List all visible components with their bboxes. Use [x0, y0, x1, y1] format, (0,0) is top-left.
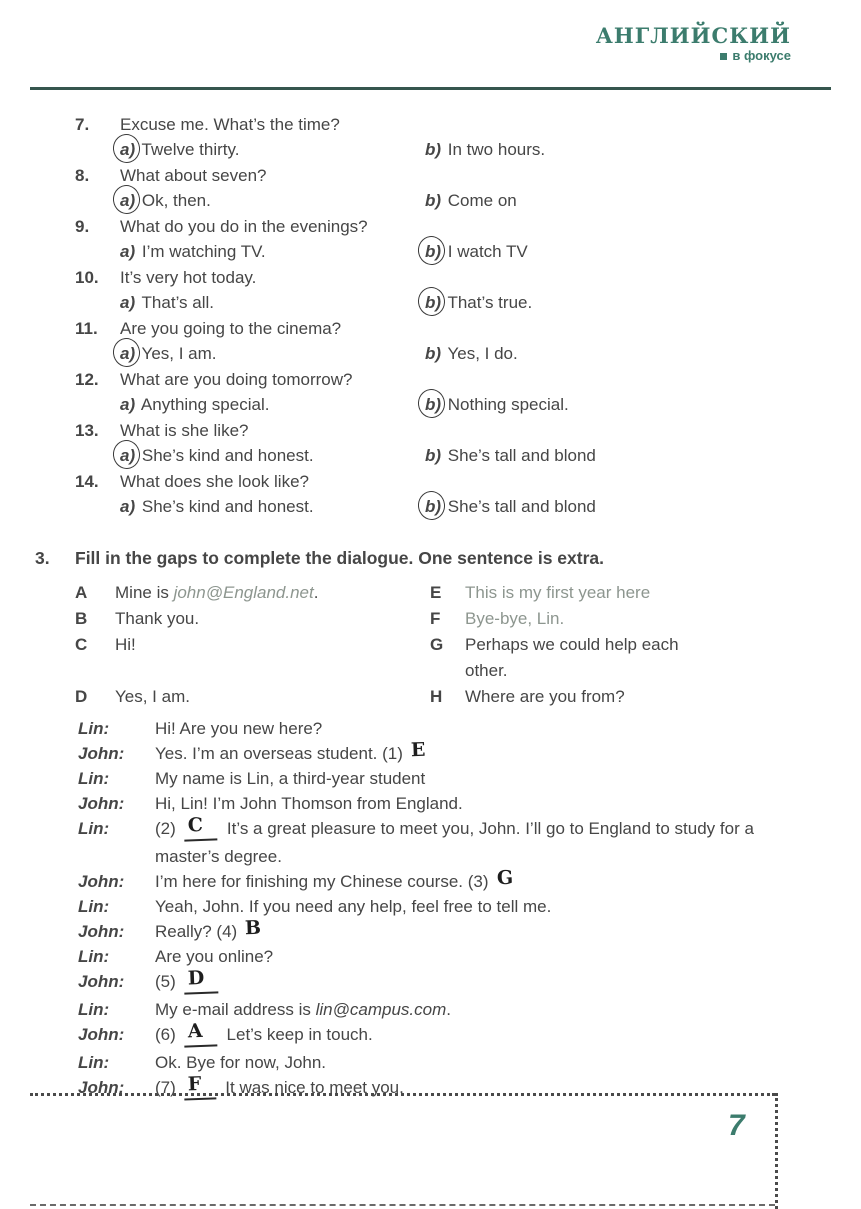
dialogue-text: Hi, Lin! I’m John Thomson from England.	[155, 794, 463, 813]
question-number: 10.	[75, 268, 99, 287]
page-footer	[30, 1093, 831, 1209]
question-row	[75, 367, 831, 418]
question-number: 12.	[75, 370, 99, 389]
answer-option-letter: A	[75, 583, 88, 602]
email-text: lin@campus.com	[315, 1000, 447, 1019]
question-text: What are you doing tomorrow?	[120, 370, 353, 389]
option-b-letter: b)	[425, 446, 442, 465]
dialogue-text: Ok. Bye for now, John.	[155, 1053, 327, 1072]
answer-option-text: This is my first year here	[465, 583, 651, 602]
handwritten-answer: D	[183, 965, 218, 994]
question-number: 13.	[75, 421, 99, 440]
option-a-letter: a)	[120, 188, 137, 214]
handwritten-answer: E	[410, 738, 426, 762]
option-b-letter: b)	[425, 239, 443, 265]
dialogue-section	[30, 716, 831, 1103]
spotlight-logo	[596, 24, 791, 64]
dialogue-text: Really? (4) B	[155, 916, 262, 941]
option-a-text: Anything special.	[140, 395, 270, 414]
answer-option-text: Perhaps we could help each other.	[465, 635, 679, 680]
question-row	[75, 112, 831, 163]
handwritten-answer: B	[244, 916, 262, 940]
logo-square-icon	[720, 53, 727, 60]
answer-option-letter: C	[75, 635, 88, 654]
option-b-text: I watch TV	[447, 242, 528, 261]
speaker-label: John:	[78, 794, 125, 813]
dialogue-text: Hi! Are you new here?	[155, 719, 323, 738]
dialogue-row	[78, 944, 831, 969]
option-a-letter: a)	[120, 137, 137, 163]
question-number: 9.	[75, 217, 90, 236]
footer-dotted-rule	[30, 1093, 775, 1096]
option-b-text: That’s true.	[447, 293, 533, 312]
answer-option-text: Yes, I am.	[115, 687, 190, 706]
page-number: 7	[728, 1109, 745, 1142]
question-number: 11.	[75, 319, 98, 338]
option-a	[120, 137, 425, 163]
dialogue-text: (6) A Let’s keep in touch.	[155, 1022, 795, 1050]
speaker-label: Lin:	[78, 819, 110, 838]
multiple-choice-section	[30, 112, 831, 520]
handwritten-answer: F	[183, 1071, 215, 1100]
speaker-label: Lin:	[78, 719, 110, 738]
dialogue-row	[78, 716, 831, 741]
option-b-text: She’s tall and blond	[447, 446, 596, 465]
dialogue-row	[78, 966, 831, 997]
question-text: What does she look like?	[120, 472, 309, 491]
option-a-text: Yes, I am.	[141, 344, 217, 363]
handwritten-answer: G	[496, 866, 514, 890]
option-b-letter: b)	[425, 494, 443, 520]
question-row	[75, 214, 831, 265]
option-b	[425, 494, 596, 520]
option-a-text: Twelve thirty.	[141, 140, 240, 159]
handwritten-answer: A	[183, 1018, 217, 1047]
answer-option-letter: B	[75, 609, 88, 628]
dialogue-text: (2) C It’s a great pleasure to meet you, John. I’ll go to England to study for a master’s degree.	[155, 813, 754, 866]
answer-option-text: Where are you from?	[465, 687, 625, 706]
option-a-letter: a)	[120, 341, 137, 367]
option-a	[120, 443, 425, 469]
question-text: Are you going to the cinema?	[120, 319, 342, 338]
dialogue-row	[78, 916, 831, 944]
speaker-label: John:	[78, 872, 125, 891]
dialogue-row	[78, 738, 831, 766]
dialogue-row	[78, 1050, 831, 1075]
speaker-label: John:	[78, 972, 125, 991]
speaker-label: Lin:	[78, 769, 110, 788]
answer-option-letter: F	[430, 609, 441, 628]
option-a	[120, 392, 425, 418]
option-a-letter: a)	[120, 497, 136, 516]
option-b	[425, 341, 518, 367]
answer-option	[75, 684, 430, 710]
answer-option-letter: D	[75, 687, 88, 706]
option-a-letter: a)	[120, 242, 136, 261]
answer-option-text: Thank you.	[115, 609, 200, 628]
dialogue-row	[78, 997, 831, 1022]
question-number: 8.	[75, 166, 90, 185]
dialogue-row	[78, 894, 831, 919]
answer-option	[430, 632, 831, 684]
exercise-title: Fill in the gaps to complete the dialogue. One sentence is extra.	[75, 548, 605, 568]
question-row	[75, 316, 831, 367]
option-b-letter: b)	[425, 344, 442, 363]
page-header	[30, 0, 831, 90]
option-b-letter: b)	[425, 140, 442, 159]
question-row	[75, 469, 831, 520]
option-a-text: I’m watching TV.	[141, 242, 266, 261]
option-b	[425, 137, 545, 163]
option-a	[120, 341, 425, 367]
option-b-text: Nothing special.	[447, 395, 569, 414]
option-a-text: That’s all.	[141, 293, 214, 312]
dialogue-text: Yes. I’m an overseas student. (1) E	[155, 738, 426, 763]
dialogue-text: My name is Lin, a third-year student	[155, 769, 426, 788]
answer-option-text: Hi!	[115, 635, 136, 654]
option-b-letter: b)	[425, 290, 443, 316]
option-b	[425, 290, 532, 316]
option-b-letter: b)	[425, 191, 442, 210]
dialogue-text: (7) F It was nice to meet you.	[155, 1075, 795, 1103]
option-b-text: She’s tall and blond	[447, 497, 596, 516]
speaker-label: John:	[78, 922, 125, 941]
footer-dotted-vertical-rule	[775, 1093, 778, 1209]
option-a	[120, 239, 425, 265]
option-b-text: Come on	[447, 191, 517, 210]
answer-option	[75, 606, 430, 632]
dialogue-text: Yeah, John. If you need any help, feel free to tell me.	[155, 897, 552, 916]
option-a	[120, 494, 425, 520]
speaker-label: Lin:	[78, 1053, 110, 1072]
dialogue-text: (5) D	[155, 969, 795, 997]
option-b	[425, 239, 528, 265]
answer-option-text: Bye-bye, Lin.	[465, 609, 565, 628]
answer-options-grid	[30, 580, 831, 710]
speaker-label: Lin:	[78, 947, 110, 966]
dialogue-text: Are you online?	[155, 947, 274, 966]
speaker-label: Lin:	[78, 897, 110, 916]
question-number: 7.	[75, 115, 90, 134]
question-number: 14.	[75, 472, 99, 491]
dialogue-row	[78, 813, 831, 869]
speaker-label: John:	[78, 744, 125, 763]
speaker-label: John:	[78, 1078, 125, 1097]
question-text: Excuse me. What’s the time?	[120, 115, 340, 134]
question-text: What do you do in the evenings?	[120, 217, 368, 236]
option-a-text: She’s kind and honest.	[141, 497, 314, 516]
answer-option	[430, 684, 831, 710]
speaker-label: John:	[78, 1025, 125, 1044]
answer-option-letter: E	[430, 583, 442, 602]
option-a-text: She’s kind and honest.	[141, 446, 314, 465]
question-text: What is she like?	[120, 421, 249, 440]
option-a-letter: a)	[120, 395, 136, 414]
question-text: It’s very hot today.	[120, 268, 257, 287]
answer-option-text: Mine is john@England.net.	[115, 583, 319, 602]
answer-option	[75, 580, 430, 606]
option-a-letter: a)	[120, 293, 136, 312]
dialogue-text: I’m here for finishing my Chinese course. (3) G	[155, 866, 514, 891]
option-a-letter: a)	[120, 443, 137, 469]
question-row	[75, 163, 831, 214]
answer-option-letter: G	[430, 635, 444, 654]
answer-option	[430, 606, 831, 632]
option-a	[120, 188, 425, 214]
dialogue-row	[78, 791, 831, 816]
option-b	[425, 443, 596, 469]
option-b	[425, 392, 569, 418]
speaker-label: Lin:	[78, 1000, 110, 1019]
answer-option-letter: H	[430, 687, 443, 706]
question-text: What about seven?	[120, 166, 267, 185]
footer-bottom-dashed-rule	[30, 1204, 775, 1206]
option-a	[120, 290, 425, 316]
question-row	[75, 418, 831, 469]
header-rule	[30, 87, 831, 90]
option-b	[425, 188, 517, 214]
dialogue-row	[78, 766, 831, 791]
option-b-text: In two hours.	[447, 140, 546, 159]
question-row	[75, 265, 831, 316]
option-a-text: Ok, then.	[141, 191, 211, 210]
dialogue-text: My e-mail address is lin@campus.com.	[155, 1000, 451, 1019]
logo-subtitle-row	[596, 48, 791, 64]
exercise-3-section	[30, 546, 831, 1103]
option-b-letter: b)	[425, 392, 443, 418]
dialogue-row	[78, 1019, 831, 1050]
logo-subtitle: в фокусе	[732, 48, 791, 63]
answer-option	[75, 632, 430, 684]
answer-option	[430, 580, 831, 606]
logo-title: АНГЛИЙСКИЙ	[595, 23, 791, 48]
dialogue-row	[78, 866, 831, 894]
handwritten-answer: C	[183, 812, 217, 841]
exercise-number: 3.	[35, 548, 50, 568]
option-b-text: Yes, I do.	[447, 344, 518, 363]
email-text: john@England.net	[173, 583, 314, 602]
